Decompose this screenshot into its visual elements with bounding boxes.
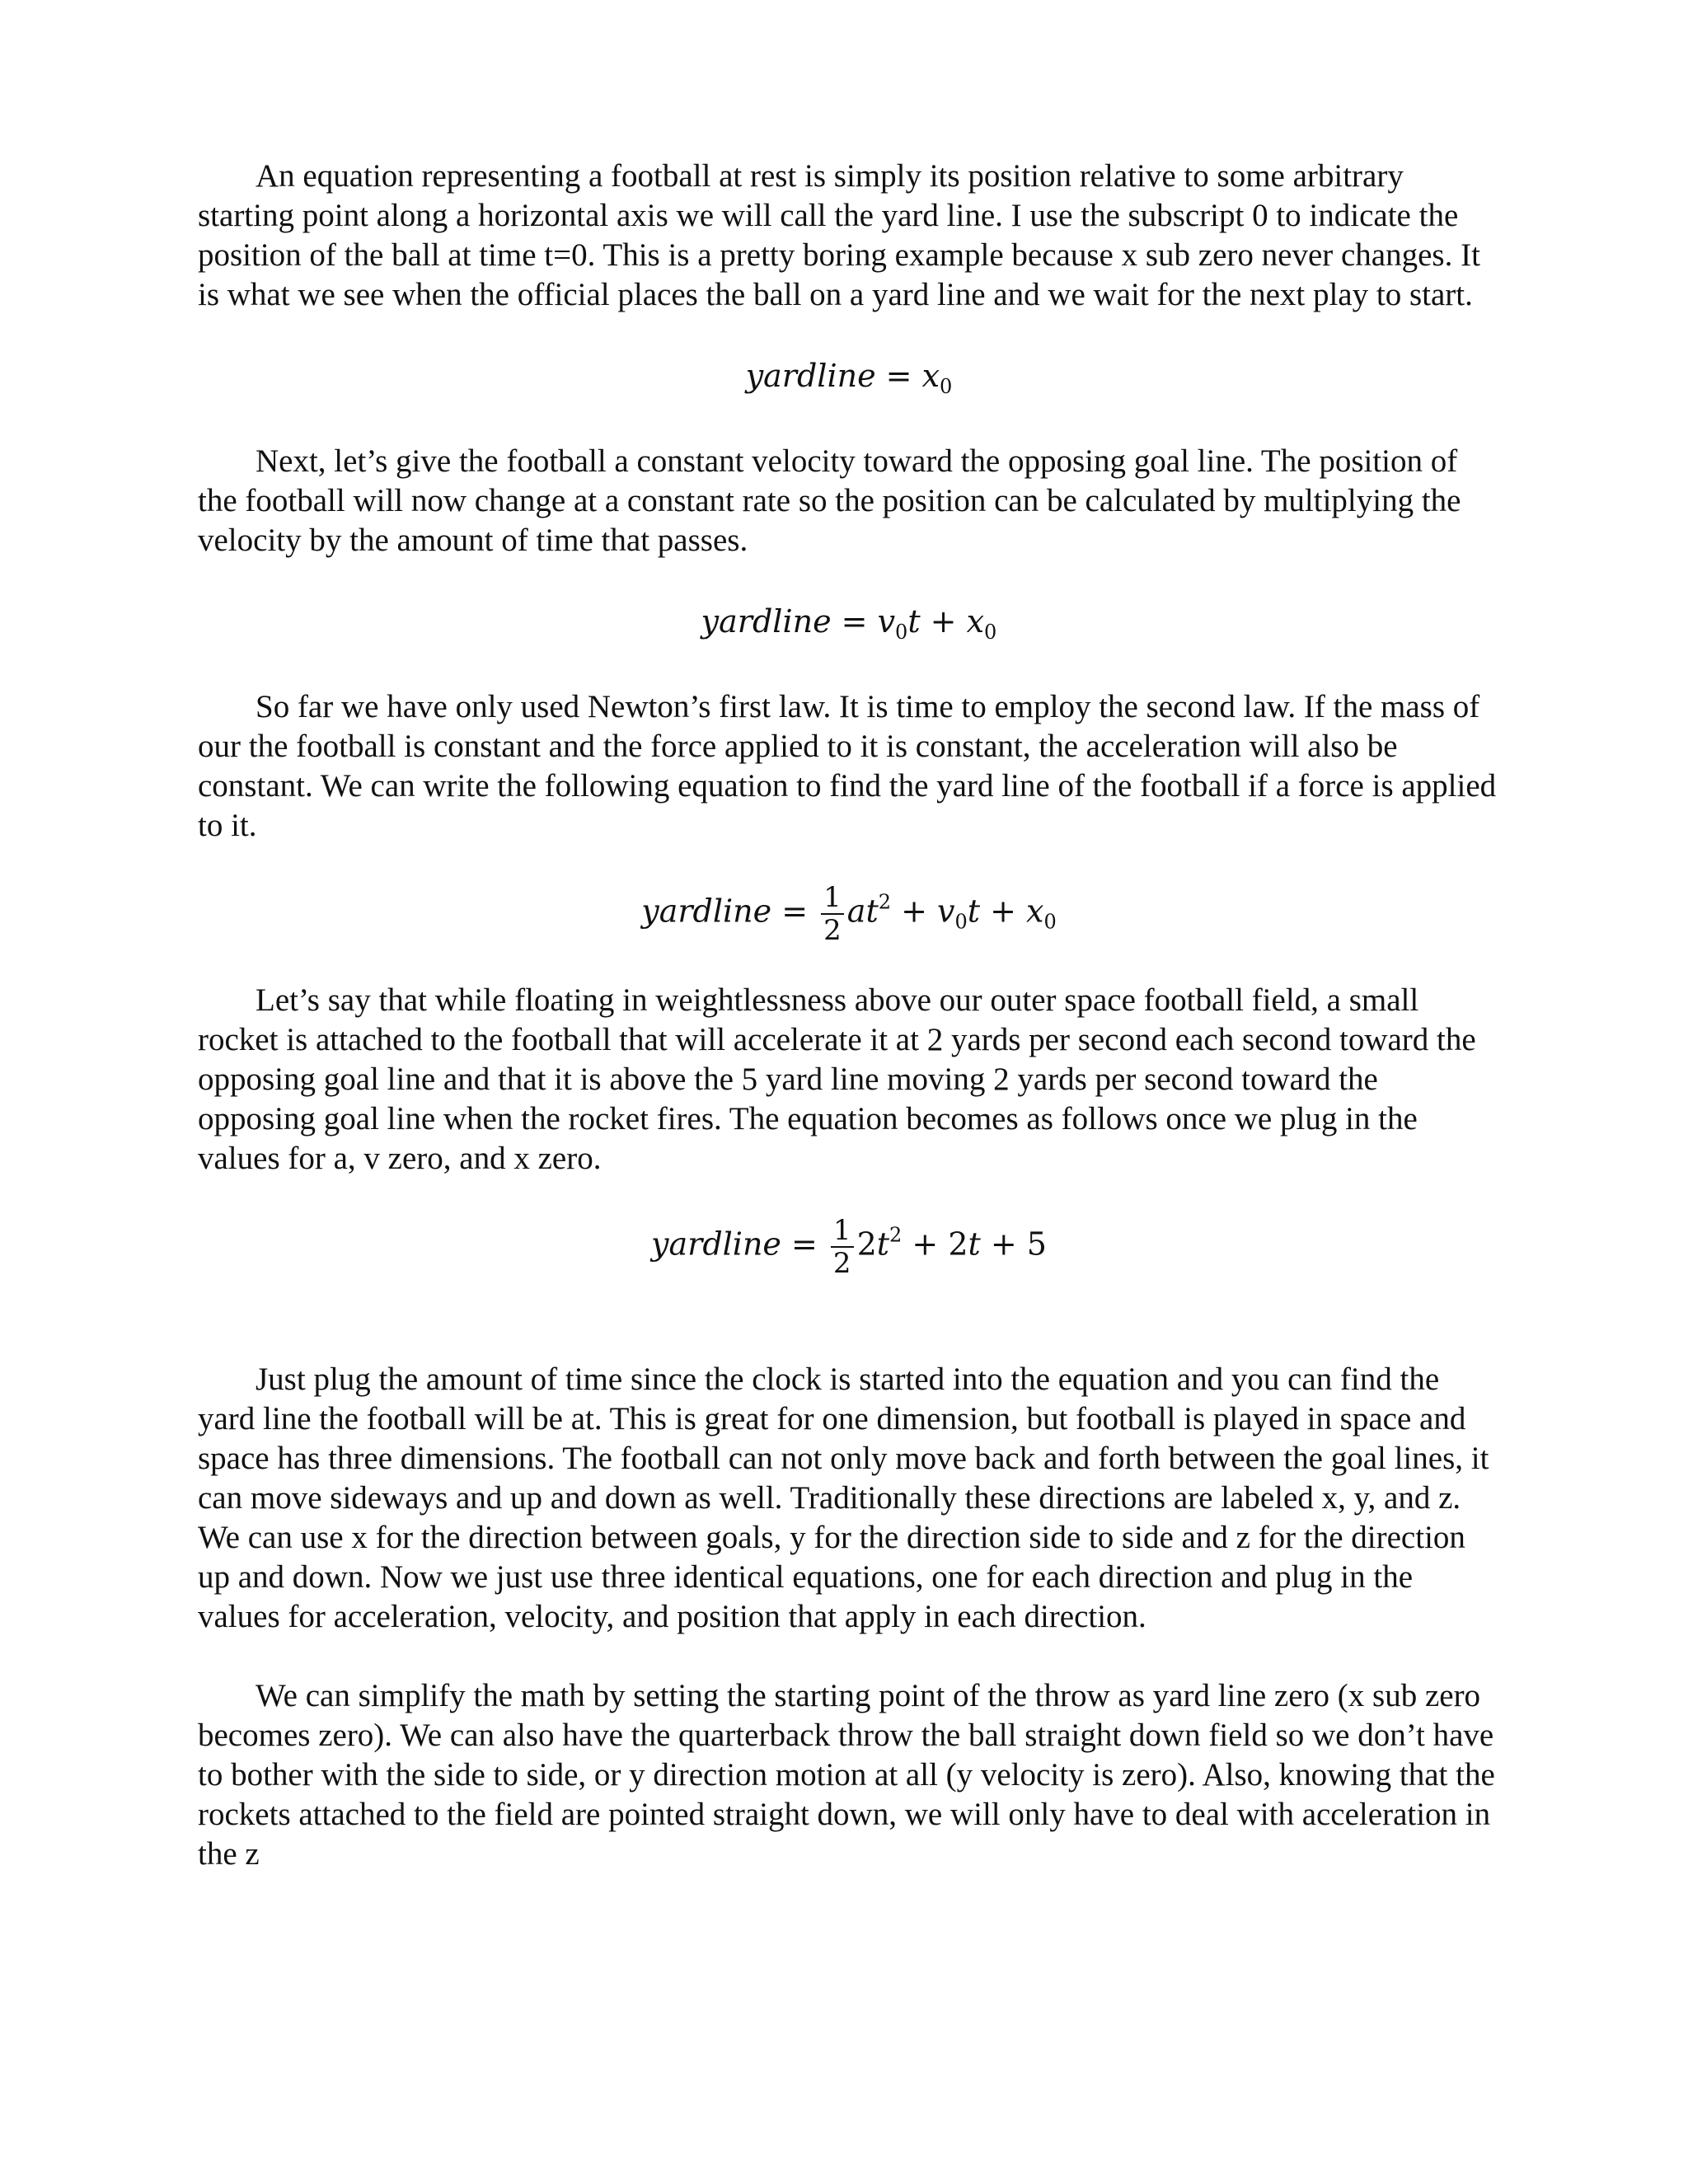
eq-lhs: yardline [701,603,832,640]
eq-constant: 5 [1026,1226,1047,1263]
eq-fraction-half [831,1215,854,1279]
eq-subscript: 0 [940,375,953,398]
eq-t: t [968,1226,981,1263]
equation-yardline-velocity [198,602,1500,651]
eq-x: x [921,358,940,394]
eq-superscript: 2 [878,890,891,914]
eq-subscript: 0 [1043,910,1057,934]
eq-fraction-half [821,882,844,946]
eq-subscript: 0 [954,910,968,934]
eq-superscript: 2 [889,1223,903,1247]
eq-plus: + [980,893,1027,930]
eq-subscript: 0 [984,621,997,644]
eq-equals: = [831,603,878,640]
equation-yardline-rest [198,356,1500,405]
paragraph-constant-velocity: Next, let’s give the football a constant velocity toward the opposing goal line. The position of the football will now change at a constant rate so the position can be calculated by multiplying the velocity by the amount of time that passes. [198,443,1461,558]
eq-equals: = [781,1226,828,1263]
eq-a: a [846,893,866,930]
eq-equals: = [771,893,818,930]
eq-equals: = [875,358,922,394]
paragraph-three-dimensions: Just plug the amount of time since the clock is started into the equation and you can find the yard line the football will be at. This is great for one dimension, but football is played in space and space has three dimensions. The football can not only move back and forth between the goal lines, it can move sideways and up and down as well. Traditionally these directions are labeled x, y, and z. We can use x for the direction between goals, y for the direction side to side and z for the direction up and down. Now we just use three identical equations, one for each direction and plug in the values for acceleration, velocity, and position that apply in each direction. [198,1361,1489,1634]
paragraph-simplify-math: We can simplify the math by setting the starting point of the throw as yard line zero (x sub zero becomes zero). We can also have the quarterback throw the ball straight down field so we don’t have to bother with the side to side, or y direction motion at all (y velocity is zero). Also, knowing that the rockets attached to the field are pointed straight down, we will only have to deal with acceleration in the z [198,1678,1495,1872]
eq-coef: 2 [856,1226,877,1263]
paragraph-rocket-example: Let’s say that while floating in weightlessness above our outer space football field, a small rocket is attached to the football that will accelerate it at 2 yards per second each second toward the opposing goal line and that it is above the 5 yard line moving 2 yards per second toward the opposing goal line when the rocket fires. The equation becomes as follows once we plug in the values for a, v zero, and x zero. [198,982,1476,1176]
paragraph-rest-position: An equation representing a football at rest is simply its position relative to some arbitrary starting point along a horizontal axis we will call the yard line. I use the subscript 0 to indicate the position of the ball at time t=0. This is a pretty boring example because x sub zero never changes. It is what we see when the official places the ball on a yard line and we wait for the next play to start. [198,158,1480,312]
eq-x: x [966,603,985,640]
frac-numerator: 1 [831,1215,854,1248]
frac-denominator: 2 [832,1247,851,1280]
frac-denominator: 2 [823,914,842,947]
eq-coef: 2 [948,1226,968,1263]
paragraph-second-law: So far we have only used Newton’s first law. It is time to employ the second law. If the mass of our the football is constant and the force applied to it is constant, the acceleration will also be constant. We can write the following equation to find the yard line of the football if a force is applied to it. [198,689,1497,843]
eq-plus: + [920,603,967,640]
equation-yardline-numeric [198,1215,1500,1289]
eq-t: t [907,603,921,640]
eq-v: v [937,893,955,930]
frac-numerator: 1 [821,882,844,915]
eq-v: v [877,603,896,640]
eq-x: x [1026,893,1044,930]
eq-plus: + [980,1226,1027,1263]
eq-lhs: yardline [745,358,876,394]
equation-yardline-acceleration [198,882,1500,956]
eq-t: t [967,893,981,930]
eq-subscript: 0 [895,621,908,644]
eq-t: t [865,893,879,930]
eq-plus: + [902,1226,949,1263]
eq-lhs: yardline [641,893,772,930]
document-page [198,157,1500,1874]
eq-plus: + [891,893,937,930]
eq-t: t [876,1226,890,1263]
eq-lhs: yardline [651,1226,781,1263]
